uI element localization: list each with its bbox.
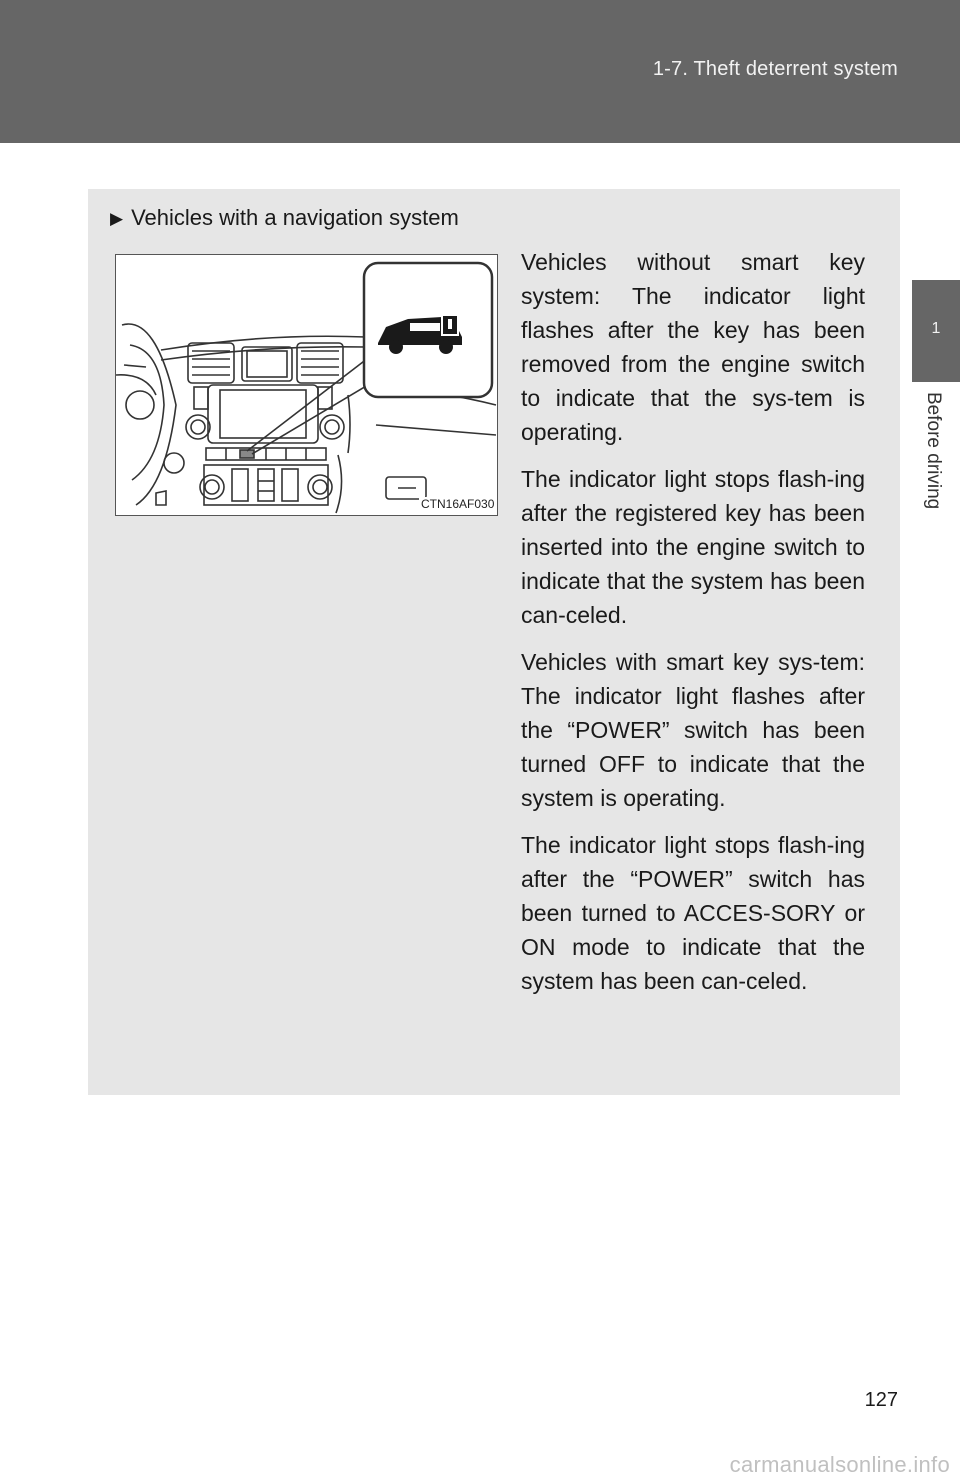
page-header	[0, 0, 960, 143]
watermark: carmanualsonline.info	[729, 1452, 950, 1477]
dashboard-drawing	[116, 255, 497, 515]
section-title: 1-7. Theft deterrent system	[652, 58, 898, 80]
chapter-number: 1	[931, 320, 941, 337]
paragraph-3: Vehicles with smart key sys-tem: The indicator light flashes after the “POWER” switch has been turned OFF to indicate that the system is operating.	[521, 649, 865, 811]
section-heading-text: Vehicles with a navigation system	[131, 205, 459, 230]
figure-code: CTN16AF030	[421, 497, 495, 511]
paragraph-2: The indicator light stops flash-ing after the registered key has been inserted into the engine switch to indicate that the system has been can-celed.	[521, 466, 865, 628]
body-text	[521, 245, 865, 1011]
dashboard-illustration	[115, 254, 498, 516]
section-heading	[110, 205, 459, 231]
paragraph-1: Vehicles without smart key system: The indicator light flashes after the key has been removed from the engine switch to indicate that the sys-tem is operating.	[521, 249, 865, 445]
page-number: 127	[864, 1389, 898, 1411]
chapter-label: Before driving	[923, 392, 944, 510]
paragraph-4: The indicator light stops flash-ing after the “POWER” switch has been turned to ACCES-SORY or ON mode to indicate that the system has been can-celed.	[521, 832, 865, 994]
chapter-tab	[912, 280, 960, 382]
chapter-label-container	[912, 392, 960, 542]
triangle-right-icon: ▶	[110, 209, 124, 228]
